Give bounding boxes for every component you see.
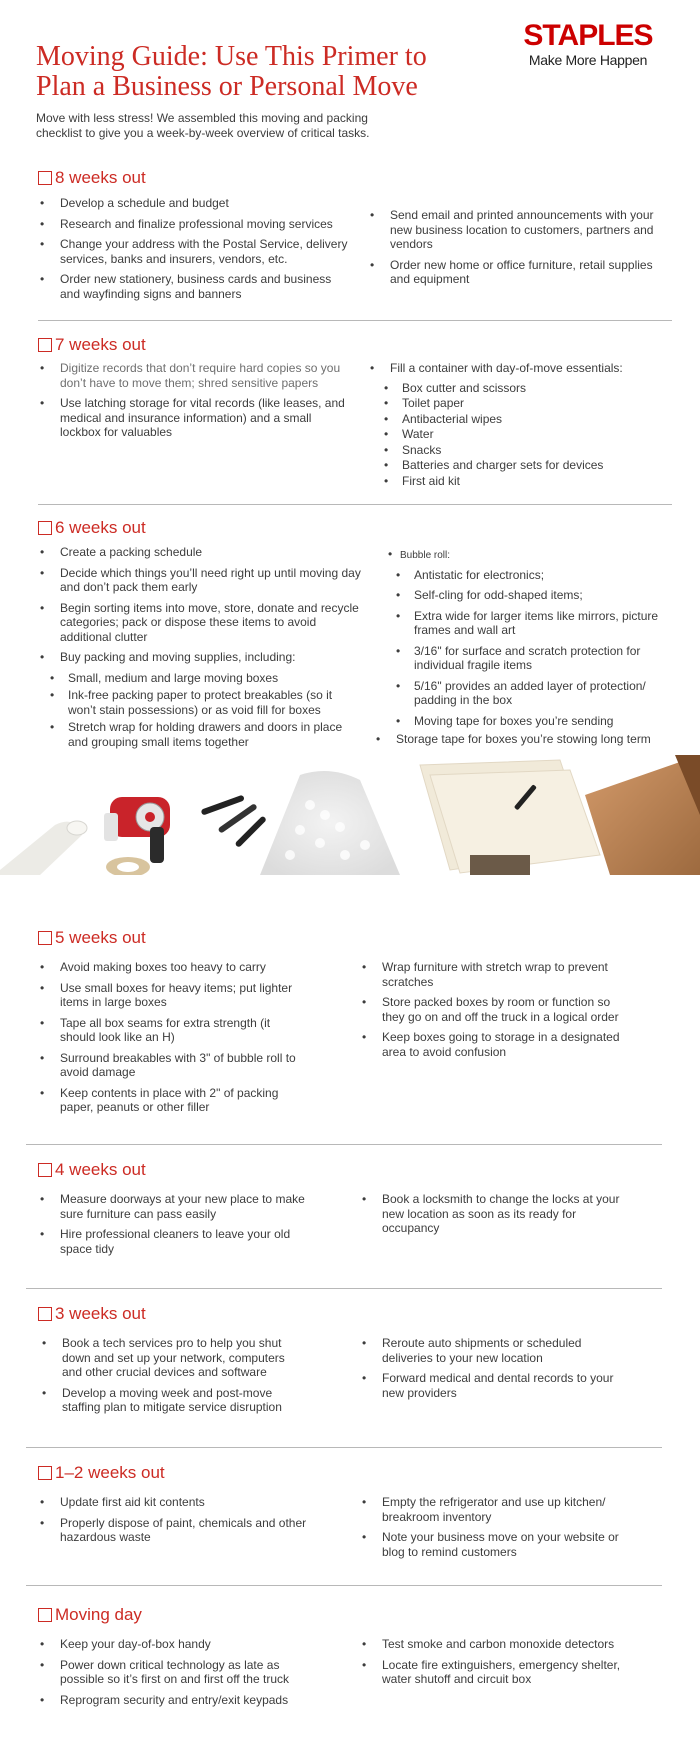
right-list bbox=[360, 960, 630, 1065]
section-title: 5 weeks out bbox=[55, 928, 146, 947]
list-item: • Properly dispose of paint, chemicals and other hazardous waste bbox=[38, 1516, 308, 1545]
right-list bbox=[368, 208, 668, 293]
list-item: • Empty the refrigerator and use up kitchen/ breakroom inventory bbox=[360, 1495, 630, 1524]
left-list bbox=[38, 1637, 308, 1713]
section-header bbox=[38, 518, 146, 538]
list-item: • Keep boxes going to storage in a designated area to avoid confusion bbox=[360, 1030, 630, 1059]
right-column bbox=[368, 361, 668, 489]
list-item: • Order new stationery, business cards and business and wayfinding signs and banners bbox=[38, 272, 348, 301]
list-item: • Develop a schedule and budget bbox=[38, 196, 348, 211]
checkbox-8-weeks[interactable] bbox=[38, 171, 52, 185]
list-item: • Develop a moving week and post-move staffing plan to mitigate service disruption bbox=[40, 1386, 308, 1415]
section-header bbox=[38, 1160, 146, 1180]
list-item: • Water bbox=[374, 427, 668, 442]
bubble-roll-list bbox=[386, 547, 676, 564]
right-list bbox=[360, 1192, 630, 1242]
list-item: • Ink-free packing paper to protect breakables (so it won’t stain possessions) or as void fill for boxes bbox=[40, 688, 363, 717]
checkbox-7-weeks[interactable] bbox=[38, 338, 52, 352]
list-item: • Batteries and charger sets for devices bbox=[374, 458, 668, 473]
list-item: • Extra wide for larger items like mirrors, picture frames and wall art bbox=[386, 609, 676, 638]
list-item: • Create a packing schedule bbox=[38, 545, 363, 560]
list-item: • Reroute auto shipments or scheduled deliveries to your new location bbox=[360, 1336, 630, 1365]
divider bbox=[26, 1447, 662, 1448]
divider bbox=[38, 504, 672, 505]
packing-paper-icon bbox=[420, 760, 600, 875]
section-title: 3 weeks out bbox=[55, 1304, 146, 1323]
list-item: • Begin sorting items into move, store, donate and recycle categories; pack or dispose these items to avoid additional clutter bbox=[38, 601, 363, 645]
checkbox-4-weeks[interactable] bbox=[38, 1163, 52, 1177]
checkbox-5-weeks[interactable] bbox=[38, 931, 52, 945]
section-header bbox=[38, 168, 146, 188]
list-item: • Stretch wrap for holding drawers and doors in place and grouping small items together bbox=[40, 720, 363, 749]
left-list bbox=[38, 1495, 308, 1551]
section-title: 4 weeks out bbox=[55, 1160, 146, 1179]
list-item: • Change your address with the Postal Service, delivery services, banks and insurers, vendors, etc. bbox=[38, 237, 348, 266]
section-8-weeks bbox=[38, 168, 678, 318]
list-item bbox=[38, 361, 348, 390]
list-item: • Snacks bbox=[374, 443, 668, 458]
list-item: • Fill a container with day-of-move essentials: bbox=[368, 361, 668, 376]
checkbox-1-2-weeks[interactable] bbox=[38, 1466, 52, 1480]
section-title: 1–2 weeks out bbox=[55, 1463, 165, 1482]
list-item: • Storage tape for boxes you’re stowing long term bbox=[374, 732, 676, 747]
section-3-weeks bbox=[38, 1304, 678, 1434]
item-text: Digitize records that don’t require hard copies so you don’t have to move them; shred sensitive papers bbox=[60, 361, 341, 390]
list-item: • Tape all box seams for extra strength (it should look like an H) bbox=[38, 1016, 308, 1045]
list-item: • Decide which things you’ll need right up until moving day and don’t pack them early bbox=[38, 566, 363, 595]
list-item: • Book a locksmith to change the locks at your new location as soon as its ready for occupancy bbox=[360, 1192, 630, 1236]
list-item: • Use small boxes for heavy items; put lighter items in large boxes bbox=[38, 981, 308, 1010]
list-item: • Send email and printed announcements with your new business location to customers, partners and vendors bbox=[368, 208, 668, 252]
list-item: • Toilet paper bbox=[374, 396, 668, 411]
left-list bbox=[38, 545, 363, 665]
supplies-list bbox=[38, 671, 363, 750]
checkbox-moving-day[interactable] bbox=[38, 1608, 52, 1622]
list-item: • Note your business move on your website or blog to remind customers bbox=[360, 1530, 630, 1559]
left-list bbox=[40, 1336, 308, 1421]
section-title: 7 weeks out bbox=[55, 335, 146, 354]
section-4-weeks bbox=[38, 1160, 678, 1270]
list-item: • Update first aid kit contents bbox=[38, 1495, 308, 1510]
list-item: • Test smoke and carbon monoxide detectors bbox=[360, 1637, 630, 1652]
list-item: • Power down critical technology as late as possible so it’s first on and first off the truck bbox=[38, 1658, 308, 1687]
right-list bbox=[368, 361, 668, 376]
divider bbox=[26, 1288, 662, 1289]
list-item: • 5/16" provides an added layer of protection/ padding in the box bbox=[386, 679, 676, 708]
section-title: 8 weeks out bbox=[55, 168, 146, 187]
list-item: • 3/16" for surface and scratch protection for individual fragile items bbox=[386, 644, 676, 673]
list-item: • Reprogram security and entry/exit keypads bbox=[38, 1693, 308, 1708]
section-header bbox=[38, 1304, 146, 1324]
list-item: • Antibacterial wipes bbox=[374, 412, 668, 427]
section-5-weeks bbox=[38, 928, 678, 1128]
list-item: • Box cutter and scissors bbox=[374, 381, 668, 396]
staples-logo[interactable] bbox=[518, 20, 658, 68]
left-list bbox=[38, 960, 308, 1121]
left-list bbox=[38, 361, 348, 446]
list-item: • Order new home or office furniture, retail supplies and equipment bbox=[368, 258, 668, 287]
list-item: • Wrap furniture with stretch wrap to prevent scratches bbox=[360, 960, 630, 989]
bubble-roll-types bbox=[386, 568, 676, 729]
list-item: • Book a tech services pro to help you shut down and set up your network, computers and other crucial devices and software bbox=[40, 1336, 308, 1380]
logo-tagline: Make More Happen bbox=[528, 52, 648, 68]
stretch-wrap-roll-icon bbox=[0, 821, 87, 875]
tape-roll-icon bbox=[106, 857, 150, 875]
left-list bbox=[38, 1192, 308, 1262]
divider bbox=[38, 320, 672, 321]
list-item bbox=[386, 547, 676, 564]
list-item: • Antistatic for electronics; bbox=[386, 568, 676, 583]
divider bbox=[26, 1585, 662, 1586]
section-1-2-weeks bbox=[38, 1463, 678, 1573]
moving-supplies-illustration bbox=[0, 755, 700, 875]
list-item: • First aid kit bbox=[374, 474, 668, 489]
list-item: • Keep your day-of-box handy bbox=[38, 1637, 308, 1652]
left-list bbox=[38, 196, 348, 307]
list-item: • Use latching storage for vital records (like leases, and medical and insurance information) and a small lockbox for valuables bbox=[38, 396, 348, 440]
list-item: • Measure doorways at your new place to make sure furniture can pass easily bbox=[38, 1192, 308, 1221]
section-moving-day bbox=[38, 1605, 678, 1735]
list-item: • Research and finalize professional moving services bbox=[38, 217, 348, 232]
bubble-roll-label: Bubble roll: bbox=[400, 550, 451, 561]
list-item: • Hire professional cleaners to leave your old space tidy bbox=[38, 1227, 308, 1256]
right-column bbox=[386, 547, 676, 753]
section-title: 6 weeks out bbox=[55, 518, 146, 537]
list-item: • Avoid making boxes too heavy to carry bbox=[38, 960, 308, 975]
list-item: • Locate fire extinguishers, emergency shelter, water shutoff and circuit box bbox=[360, 1658, 630, 1687]
bubble-wrap-icon bbox=[260, 771, 400, 875]
right-list bbox=[360, 1336, 630, 1406]
cardboard-icon bbox=[585, 755, 700, 875]
logo-wordmark: STAPLES bbox=[523, 19, 653, 52]
checkbox-6-weeks[interactable] bbox=[38, 521, 52, 535]
section-header bbox=[38, 928, 146, 948]
list-item: • Moving tape for boxes you’re sending bbox=[386, 714, 676, 729]
section-header bbox=[38, 335, 146, 355]
section-6-weeks bbox=[38, 518, 678, 758]
essentials-list bbox=[368, 381, 668, 489]
checkbox-3-weeks[interactable] bbox=[38, 1307, 52, 1321]
storage-tape-list bbox=[374, 732, 676, 747]
right-list bbox=[360, 1495, 630, 1565]
section-header bbox=[38, 1605, 142, 1625]
section-title: Moving day bbox=[55, 1605, 142, 1624]
left-column bbox=[38, 545, 363, 752]
section-header bbox=[38, 1463, 165, 1483]
intro-text: Move with less stress! We assembled this moving and packing checklist to give you a week-by-week overview of critical tasks. bbox=[36, 111, 370, 140]
list-item: • Self-cling for odd-shaped items; bbox=[386, 588, 676, 603]
right-list bbox=[360, 1637, 630, 1693]
tape-dispenser-icon bbox=[104, 797, 170, 863]
list-item: • Buy packing and moving supplies, including: bbox=[38, 650, 363, 665]
list-item: • Keep contents in place with 2" of packing paper, peanuts or other filler bbox=[38, 1086, 308, 1115]
divider bbox=[26, 1144, 662, 1145]
page-title: Moving Guide: Use This Primer to Plan a Business or Personal Move bbox=[36, 41, 427, 102]
list-item: • Forward medical and dental records to your new providers bbox=[360, 1371, 630, 1400]
section-7-weeks bbox=[38, 335, 678, 495]
list-item: • Surround breakables with 3" of bubble roll to avoid damage bbox=[38, 1051, 308, 1080]
list-item: • Store packed boxes by room or function so they go on and off the truck in a logical order bbox=[360, 995, 630, 1024]
marker-icon bbox=[201, 795, 267, 848]
list-item: • Small, medium and large moving boxes bbox=[40, 671, 363, 686]
